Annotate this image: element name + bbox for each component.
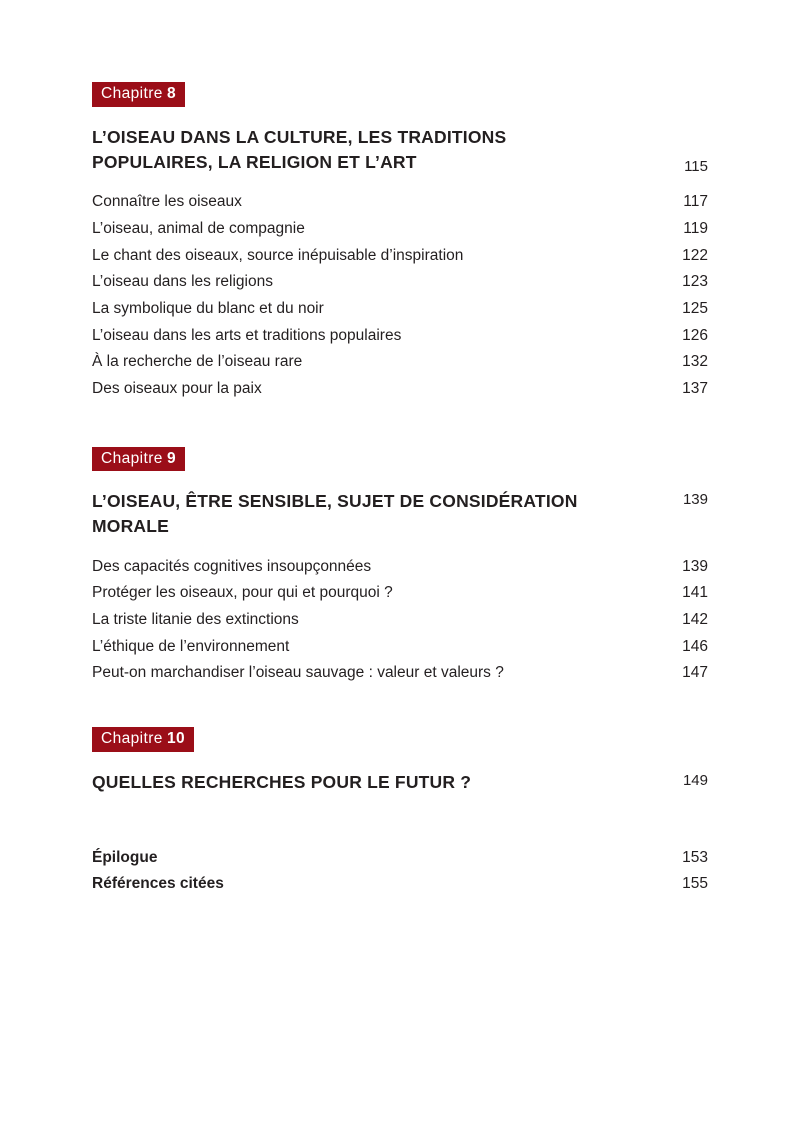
chapter-badge-word-9: Chapitre (101, 449, 163, 467)
chapter-block-8 (92, 82, 708, 403)
chapter-badge-number-9: 9 (166, 449, 176, 467)
chapter-entries-9 (92, 554, 708, 687)
chapter-badge-9 (92, 447, 185, 472)
toc-entry-label: Connaître les oiseaux (92, 193, 242, 211)
toc-entry-label: L’oiseau, animal de compagnie (92, 219, 305, 237)
toc-entry-page: 125 (682, 299, 708, 317)
toc-entry-page: 137 (682, 379, 708, 397)
chapter-title-8[interactable]: L’OISEAU DANS LA CULTURE, LES TRADITIONS POPULAIRES, LA RELIGION ET L’ART (92, 126, 507, 172)
toc-entry-label: Épilogue (92, 848, 158, 866)
toc-entry-page: 126 (682, 326, 708, 344)
toc-entry-references[interactable] (92, 871, 708, 897)
chapter-badge-number-8: 8 (166, 85, 176, 102)
toc-entry[interactable] (92, 243, 708, 270)
toc-entry[interactable] (92, 660, 708, 687)
toc-entry[interactable] (92, 189, 708, 216)
toc-entry[interactable] (92, 607, 708, 634)
chapter-page-9: 139 (682, 491, 708, 508)
toc-entry-label: Des capacités cognitives insoupçonnées (92, 557, 372, 575)
chapter-title-9[interactable]: L’OISEAU, ÊTRE SENSIBLE, SUJET DE CONSIDÉRATION MORALE (92, 491, 578, 537)
chapter-title-row-9 (92, 489, 708, 540)
toc-entry-page: 132 (682, 353, 708, 371)
toc-entry-page: 119 (683, 219, 708, 237)
toc-entry-page: 123 (682, 273, 708, 291)
toc-entry[interactable] (92, 216, 708, 243)
toc-entry[interactable] (92, 634, 708, 661)
toc-entry[interactable] (92, 580, 708, 607)
chapter-block-10 (92, 727, 708, 795)
toc-entry-page: 146 (682, 637, 708, 655)
toc-entry[interactable] (92, 554, 708, 581)
chapter-badge-word-10: Chapitre (101, 730, 163, 748)
toc-entry-label: L’oiseau dans les religions (92, 273, 273, 291)
toc-entry-page: 155 (682, 875, 708, 893)
toc-entry-page: 122 (682, 246, 708, 264)
toc-entry-epilogue[interactable] (92, 845, 708, 871)
chapter-badge-10 (92, 727, 194, 752)
chapter-block-9 (92, 447, 708, 688)
toc-entry[interactable] (92, 269, 708, 296)
toc-entry-label: L’oiseau dans les arts et traditions populaires (92, 326, 402, 344)
chapter-badge-8 (92, 82, 185, 107)
toc-entry-label: Protéger les oiseaux, pour qui et pourquoi ? (92, 584, 393, 602)
toc-entry-label: La triste litanie des extinctions (92, 611, 299, 629)
chapter-title-10[interactable]: QUELLES RECHERCHES POUR LE FUTUR ? (92, 771, 472, 792)
toc-entry[interactable] (92, 323, 708, 350)
toc-entry[interactable] (92, 349, 708, 376)
toc-entry-label: À la recherche de l’oiseau rare (92, 353, 303, 371)
toc-entry-label: L’éthique de l’environnement (92, 637, 290, 655)
chapter-page-8: 115 (684, 158, 708, 176)
chapter-page-10: 149 (682, 771, 708, 789)
toc-entry[interactable] (92, 376, 708, 403)
spacer (92, 403, 708, 447)
toc-entry-page: 142 (682, 611, 708, 629)
toc-entry-label: Le chant des oiseaux, source inépuisable d’inspiration (92, 246, 464, 264)
chapter-badge-word-8: Chapitre (101, 85, 163, 102)
toc-entry-label: La symbolique du blanc et du noir (92, 299, 324, 317)
chapter-badge-number-10: 10 (166, 730, 185, 748)
toc-entry-label: Références citées (92, 875, 224, 893)
toc-content (92, 82, 708, 898)
toc-entry[interactable] (92, 296, 708, 323)
toc-entry-label: Des oiseaux pour la paix (92, 379, 262, 397)
chapter-title-row-8 (92, 125, 708, 176)
toc-entry-page: 141 (682, 584, 708, 602)
back-matter (92, 845, 708, 898)
chapter-title-row-10 (92, 770, 708, 795)
toc-entry-page: 139 (682, 557, 708, 575)
chapter-entries-8 (92, 189, 708, 402)
toc-entry-page: 117 (683, 193, 708, 211)
toc-entry-label: Peut-on marchandiser l’oiseau sauvage : valeur et valeurs ? (92, 664, 504, 682)
toc-entry-page: 153 (682, 848, 708, 866)
spacer (92, 687, 708, 727)
toc-entry-page: 147 (682, 664, 708, 682)
